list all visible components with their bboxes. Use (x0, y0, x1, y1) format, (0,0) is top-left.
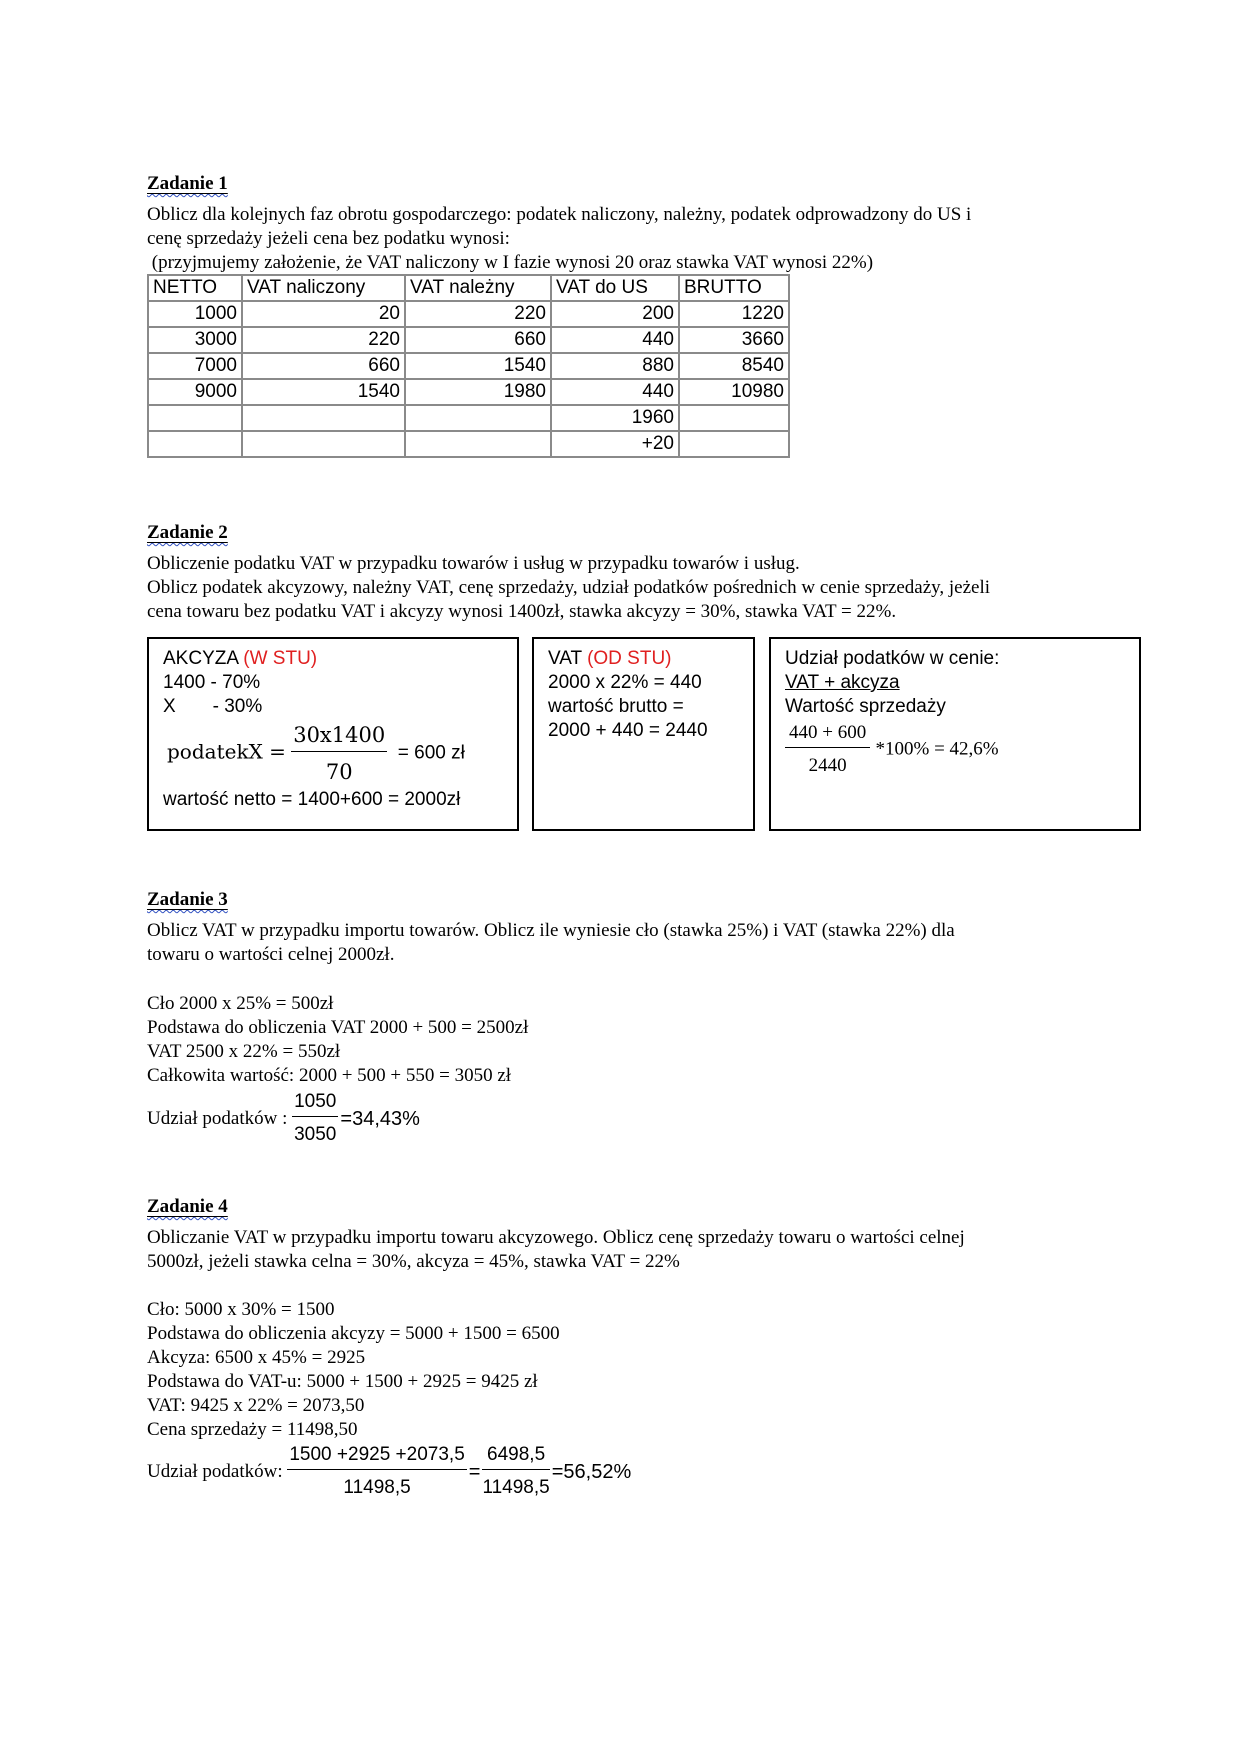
table-cell: 440 (551, 379, 679, 405)
task4-calc2: Podstawa do obliczenia akcyzy = 5000 + 1500 = 6500 (147, 1323, 560, 1344)
excise-title (163, 647, 503, 671)
table-cell (242, 405, 405, 431)
task3-line1: Oblicz VAT w przypadku importu towarów. Oblicz ile wyniesie cło (stawka 25%) i VAT (stawka 22%) dla (147, 920, 955, 941)
table-cell: 220 (405, 301, 551, 327)
excise-line2: X - 30% (163, 696, 263, 717)
header-vat-nalezny: VAT należny (405, 275, 551, 301)
vat-title (548, 647, 739, 671)
vat-table (147, 274, 790, 458)
table-cell: 1980 (405, 379, 551, 405)
table-row (148, 301, 789, 327)
table-cell: 9000 (148, 379, 242, 405)
task2-heading (147, 521, 228, 545)
table-row (148, 353, 789, 379)
table-cell: 1000 (148, 301, 242, 327)
table-cell: 3660 (679, 327, 789, 353)
task4-calc1: Cło: 5000 x 30% = 1500 (147, 1299, 335, 1320)
excise-line1: 1400 - 70% (163, 672, 261, 693)
vat-line3: 2000 + 440 = 2440 (548, 720, 708, 741)
table-cell (148, 431, 242, 457)
task4-share-label: Udział podatków: (147, 1460, 288, 1482)
table-cell: 440 (551, 327, 679, 353)
task3-calculations (147, 992, 1087, 1088)
task1-description (147, 203, 1087, 275)
task4-calc5: VAT: 9425 x 22% = 2073,50 (147, 1395, 365, 1416)
table-cell (679, 431, 789, 457)
task3-calc3: VAT 2500 x 22% = 550zł (147, 1041, 341, 1062)
task3-heading-text: Zadanie 3 (147, 889, 228, 910)
task1-line1: Oblicz dla kolejnych faz obrotu gospodarczego: podatek naliczony, należny, podatek odprowadzony do US i (147, 204, 972, 225)
task3-calc1: Cło 2000 x 25% = 500zł (147, 993, 334, 1014)
task4-fraction2 (482, 1443, 549, 1500)
vat-line2: wartość brutto = (548, 696, 684, 717)
task4-fraction1-numerator: 1500 +2925 +2073,5 (287, 1443, 466, 1470)
task4-line2: 5000zł, jeżeli stawka celna = 30%, akcyza = 45%, stawka VAT = 22% (147, 1251, 680, 1272)
share-result: *100% = 42,6% (875, 738, 999, 760)
vat-line1: 2000 x 22% = 440 (548, 672, 702, 693)
table-cell (679, 405, 789, 431)
excise-formula-lhs: podatekX = (167, 739, 286, 764)
excise-formula-result: = 600 zł (392, 742, 465, 764)
header-vat-do-us: VAT do US (551, 275, 679, 301)
task4-heading (147, 1195, 228, 1219)
task4-heading-text: Zadanie 4 (147, 1196, 228, 1217)
excise-fraction (291, 721, 387, 786)
table-cell: 3000 (148, 327, 242, 353)
excise-title-note: (W STU) (243, 648, 318, 669)
table-cell: 660 (242, 353, 405, 379)
task4-share-formula (147, 1443, 631, 1500)
task2-line2: Oblicz podatek akcyzowy, należny VAT, cenę sprzedaży, udział podatków pośrednich w cenie sprzedaży, jeżeli (147, 577, 991, 598)
table-cell (242, 431, 405, 457)
vat-title-note: (OD STU) (587, 648, 672, 669)
task4-fraction1-denominator: 11498,5 (343, 1477, 411, 1498)
table-cell: 1220 (679, 301, 789, 327)
task3-heading (147, 888, 228, 912)
table-row (148, 431, 789, 457)
task2-description (147, 552, 1087, 624)
task4-calculations (147, 1298, 1087, 1442)
task1-heading (147, 172, 228, 196)
tax-share-box (769, 637, 1141, 831)
share-fraction-numerator: 440 + 600 (785, 721, 870, 748)
excise-fraction-denominator: 70 (325, 760, 353, 784)
table-cell: 1540 (242, 379, 405, 405)
table-cell (148, 405, 242, 431)
table-cell: 880 (551, 353, 679, 379)
share-fraction (785, 721, 870, 778)
table-row (148, 379, 789, 405)
table-row (148, 327, 789, 353)
excise-fraction-numerator: 30x1400 (291, 721, 387, 752)
task4-equals: = (468, 1460, 481, 1483)
task2-line3: cena towaru bez podatku VAT i akcyzy wynosi 1400zł, stawka akcyzy = 30%, stawka VAT = 22%. (147, 601, 897, 622)
task3-line2: towaru o wartości celnej 2000zł. (147, 944, 395, 965)
excise-box (147, 637, 519, 831)
table-cell: 200 (551, 301, 679, 327)
table-cell: 1960 (551, 405, 679, 431)
share-line2: Wartość sprzedaży (785, 696, 946, 717)
task3-fraction-numerator: 1050 (292, 1090, 338, 1117)
task3-fraction (292, 1090, 338, 1147)
table-cell: 20 (242, 301, 405, 327)
task3-share-label: Udział podatków : (147, 1107, 293, 1129)
task4-fraction2-denominator: 11498,5 (482, 1477, 550, 1498)
task4-fraction2-numerator: 6498,5 (482, 1443, 549, 1470)
excise-title-text: AKCYZA (163, 648, 244, 669)
task4-fraction1 (287, 1443, 466, 1500)
table-cell (405, 405, 551, 431)
table-cell: 7000 (148, 353, 242, 379)
table-cell: +20 (551, 431, 679, 457)
share-line1: VAT + akcyza (785, 672, 900, 693)
share-title: Udział podatków w cenie: (785, 648, 1000, 669)
vat-table-header-row (148, 275, 789, 301)
vat-box (532, 637, 755, 831)
task4-calc3: Akcyza: 6500 x 45% = 2925 (147, 1347, 366, 1368)
table-cell: 220 (242, 327, 405, 353)
table-row (148, 405, 789, 431)
task4-description (147, 1226, 1087, 1274)
header-vat-naliczony: VAT naliczony (242, 275, 405, 301)
task1-heading-text: Zadanie 1 (147, 173, 228, 194)
share-formula (785, 721, 1125, 778)
task3-description (147, 919, 1087, 967)
task1-line2: cenę sprzedaży jeżeli cena bez podatku wynosi: (147, 228, 510, 249)
task2-line1: Obliczenie podatku VAT w przypadku towarów i usług w przypadku towarów i usług. (147, 553, 800, 574)
task3-calc4: Całkowita wartość: 2000 + 500 + 550 = 3050 zł (147, 1065, 512, 1086)
share-fraction-denominator: 2440 (808, 755, 847, 776)
header-brutto: BRUTTO (679, 275, 789, 301)
task3-share-formula (147, 1090, 420, 1147)
task3-fraction-denominator: 3050 (294, 1124, 337, 1145)
table-cell: 10980 (679, 379, 789, 405)
task2-heading-text: Zadanie 2 (147, 522, 228, 543)
table-cell: 660 (405, 327, 551, 353)
table-cell: 1540 (405, 353, 551, 379)
task4-line1: Obliczanie VAT w przypadku importu towaru akcyzowego. Oblicz cenę sprzedaży towaru o wartości celnej (147, 1227, 965, 1248)
table-cell (405, 431, 551, 457)
task3-share-result: =34,43% (340, 1107, 420, 1130)
task1-line3: (przyjmujemy założenie, że VAT naliczony w I fazie wynosi 20 oraz stawka VAT wynosi 22%) (147, 252, 874, 273)
task4-calc6: Cena sprzedaży = 11498,50 (147, 1419, 358, 1440)
excise-line4: wartość netto = 1400+600 = 2000zł (163, 789, 461, 810)
task4-share-result: =56,52% (551, 1460, 632, 1483)
header-netto: NETTO (148, 275, 242, 301)
task4-calc4: Podstawa do VAT-u: 5000 + 1500 + 2925 = 9425 zł (147, 1371, 538, 1392)
table-cell: 8540 (679, 353, 789, 379)
vat-title-text: VAT (548, 648, 588, 669)
task3-calc2: Podstawa do obliczenia VAT 2000 + 500 = 2500zł (147, 1017, 529, 1038)
excise-formula (167, 721, 503, 786)
